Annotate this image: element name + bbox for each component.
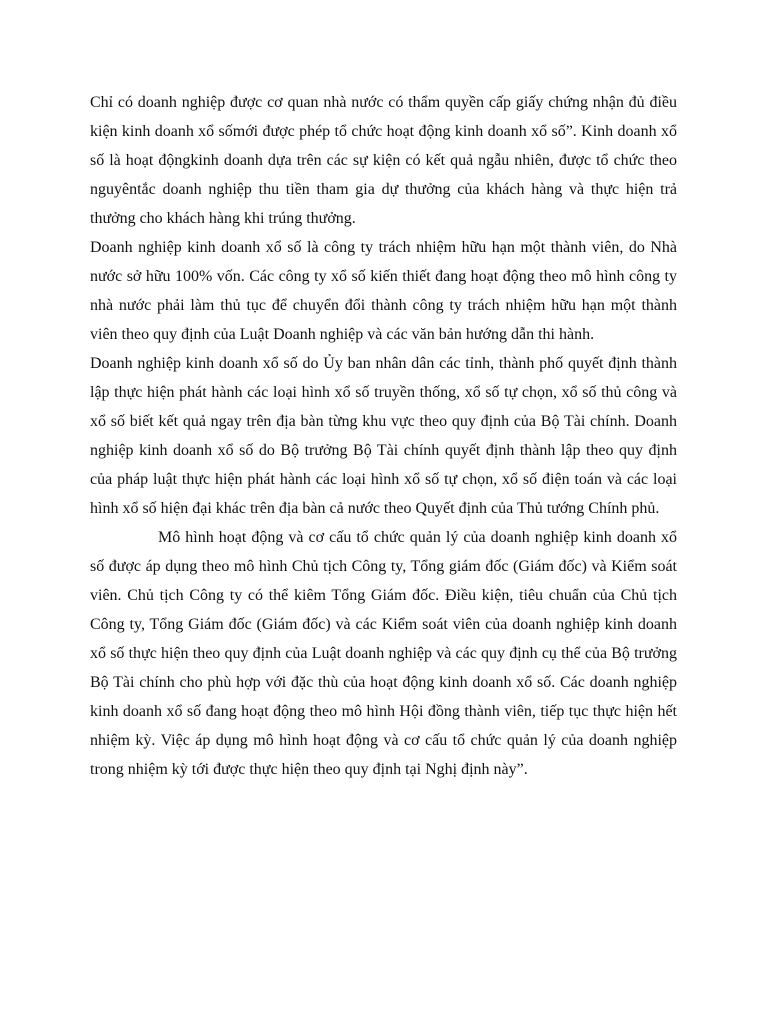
paragraph-1: Chỉ có doanh nghiệp được cơ quan nhà nước có thẩm quyền cấp giấy chứng nhận đủ điều kiện kinh doanh xổ sốmới được phép tổ chức hoạt động kinh doanh xổ số”. Kinh doanh xổ số là hoạt độngkinh doanh dựa trên các sự kiện có kết quả ngẫu nhiên, được tổ chức theo nguyêntắc doanh nghiệp thu tiền tham gia dự thưởng của khách hàng và thực hiện trả thưởng cho khách hàng khi trúng thưởng. [90,94,677,227]
paragraph-4: Mô hình hoạt động và cơ cấu tổ chức quản lý của doanh nghiệp kinh doanh xổ số được áp dụng theo mô hình Chủ tịch Công ty, Tổng giám đốc (Giám đốc) và Kiểm soát viên. Chủ tịch Công ty có thể kiêm Tổng Giám đốc. Điều kiện, tiêu chuẩn của Chủ tịch Công ty, Tổng Giám đốc (Giám đốc) và các Kiểm soát viên của doanh nghiệp kinh doanh xổ số thực hiện theo quy định của Luật doanh nghiệp và các quy định cụ thể của Bộ trưởng Bộ Tài chính cho phù hợp với đặc thù của hoạt động kinh doanh xổ số. Các doanh nghiệp kinh doanh xổ số đang hoạt động theo mô hình Hội đồng thành viên, tiếp tục thực hiện hết nhiệm kỳ. Việc áp dụng mô hình hoạt động và cơ cấu tổ chức quản lý của doanh nghiệp trong nhiệm kỳ tới được thực hiện theo quy định tại Nghị định này”. [90,529,677,778]
paragraph-3: Doanh nghiệp kinh doanh xổ số do Ủy ban nhân dân các tỉnh, thành phố quyết định thành lập thực hiện phát hành các loại hình xổ số truyền thống, xổ số tự chọn, xổ số thủ công và xổ số biết kết quả ngay trên địa bàn từng khu vực theo quy định của Bộ Tài chính. Doanh nghiệp kinh doanh xổ số do Bộ trưởng Bộ Tài chính quyết định thành lập theo quy định của pháp luật thực hiện phát hành các loại hình xổ số tự chọn, xổ số điện toán và các loại hình xổ số hiện đại khác trên địa bàn cả nước theo Quyết định của Thủ tướng Chính phủ. [90,355,677,517]
paragraph-2: Doanh nghiệp kinh doanh xổ số là công ty trách nhiệm hữu hạn một thành viên, do Nhà nước sở hữu 100% vốn. Các công ty xổ số kiến thiết đang hoạt động theo mô hình công ty nhà nước phải làm thủ tục để chuyển đổi thành công ty trách nhiệm hữu hạn một thành viên theo quy định của Luật Doanh nghiệp và các văn bản hướng dẫn thi hành. [90,239,677,343]
document-page [90,88,677,784]
